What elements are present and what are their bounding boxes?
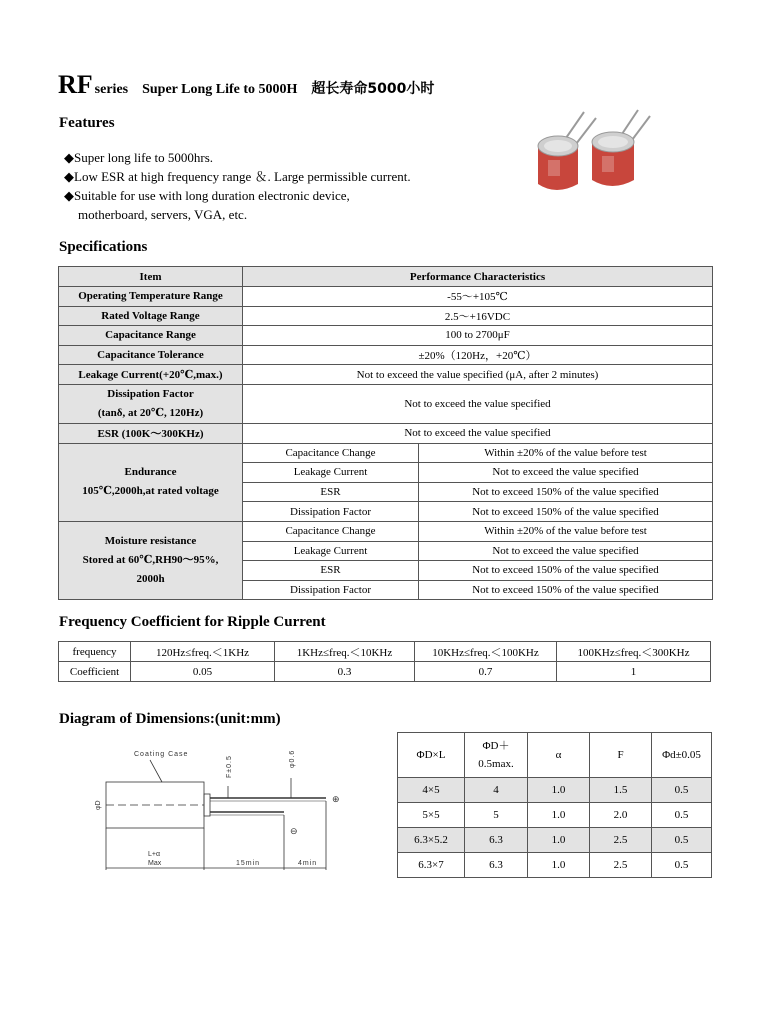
table-cell: 0.5	[652, 828, 712, 853]
moisture-value: Not to exceed 150% of the value specified	[419, 561, 713, 581]
table-row	[59, 521, 713, 541]
table-cell: 5	[465, 803, 528, 828]
spec-value: Not to exceed the value specified (μA, after 2 minutes)	[243, 365, 713, 385]
moisture-label	[59, 521, 243, 599]
table-cell: 0.5	[652, 778, 712, 803]
table-row	[398, 853, 712, 878]
spec-item: Operating Temperature Range	[59, 287, 243, 307]
table-cell: 0.5	[652, 803, 712, 828]
ripple-frequency: 120Hz≤freq.＜1KHz	[131, 642, 275, 662]
table-cell: 2.5	[590, 828, 652, 853]
ripple-coefficient: 0.05	[131, 662, 275, 682]
feature-item: ◆Low ESR at high frequency range ＆. Large permissible current.	[64, 169, 411, 184]
endurance-value: Within ±20% of the value before test	[419, 443, 713, 463]
ripple-row-label: frequency	[59, 642, 131, 662]
table-row	[59, 365, 713, 385]
features-heading: Features	[59, 115, 115, 131]
page-title	[58, 70, 434, 100]
moisture-value: Not to exceed the value specified	[419, 541, 713, 561]
table-header-row	[398, 733, 712, 778]
capacitor-left	[538, 112, 596, 190]
moisture-param: Capacitance Change	[243, 521, 419, 541]
moisture-condition: Stored at 60℃,RH90～95%,	[82, 554, 219, 567]
label-d06: φ0.6	[289, 749, 296, 768]
spec-item-line: Dissipation Factor	[107, 387, 194, 400]
label-length-max: Max	[148, 860, 162, 867]
endurance-label	[59, 443, 243, 521]
polarity-plus-mark: ⊕	[332, 794, 340, 804]
header-cell: ΦD×L	[398, 733, 465, 778]
dimensions-table	[397, 732, 712, 878]
label-coating-case: Coating Case	[134, 751, 189, 758]
spec-item	[59, 384, 243, 423]
header-item: Item	[59, 267, 243, 287]
ripple-frequency: 10KHz≤freq.＜100KHz	[415, 642, 557, 662]
table-cell: 6.3×7	[398, 853, 465, 878]
table-cell: 1.5	[590, 778, 652, 803]
series-code: RF	[58, 70, 93, 99]
table-cell: 6.3	[465, 828, 528, 853]
endurance-condition: 105℃,2000h,at rated voltage	[82, 485, 219, 498]
spec-item-line: (tanδ, at 20℃, 120Hz)	[97, 406, 204, 419]
spec-item: Capacitance Tolerance	[59, 345, 243, 365]
spec-value: Not to exceed the value specified	[243, 423, 713, 443]
feature-item: ◆Super long life to 5000hrs.	[64, 150, 214, 165]
specifications-heading: Specifications	[59, 239, 148, 255]
label-lead-tip: 4min	[298, 860, 318, 867]
endurance-value: Not to exceed 150% of the value specified	[419, 502, 713, 522]
spec-item: Rated Voltage Range	[59, 306, 243, 326]
capacitor-photo	[530, 108, 658, 200]
dimension-drawing	[88, 742, 358, 876]
endurance-value: Not to exceed 150% of the value specified	[419, 482, 713, 502]
moisture-param: Leakage Current	[243, 541, 419, 561]
spec-item: Capacitance Range	[59, 326, 243, 346]
table-cell: 5×5	[398, 803, 465, 828]
table-row	[59, 306, 713, 326]
spec-value: -55～+105℃	[243, 287, 713, 307]
series-label: series	[94, 82, 129, 97]
table-cell: 4	[465, 778, 528, 803]
label-phi-d: φD	[95, 800, 102, 810]
endurance-param: Capacitance Change	[243, 443, 419, 463]
ripple-coefficient: 1	[557, 662, 711, 682]
table-row	[398, 778, 712, 803]
feature-item: ◆Suitable for use with long duration electronic device,	[64, 188, 350, 203]
table-cell: 2.0	[590, 803, 652, 828]
table-row	[59, 662, 711, 682]
moisture-value: Not to exceed 150% of the value specified	[419, 580, 713, 600]
spec-value: ±20%（120Hz，+20℃）	[243, 345, 713, 365]
ripple-frequency: 100KHz≤freq.＜300KHz	[557, 642, 711, 662]
dimensions-heading: Diagram of Dimensions:(unit:mm)	[59, 711, 281, 727]
table-cell: 2.5	[590, 853, 652, 878]
coating-leader	[150, 760, 162, 782]
spec-item: ESR (100K～300KHz)	[59, 423, 243, 443]
header-cell: α	[528, 733, 590, 778]
label-lead-min: 15min	[236, 860, 261, 867]
table-row	[398, 828, 712, 853]
header-cell	[465, 733, 528, 778]
spec-item: Leakage Current(+20℃,max.)	[59, 365, 243, 385]
table-row	[59, 326, 713, 346]
header-cell: Φd±0.05	[652, 733, 712, 778]
table-row	[59, 443, 713, 463]
ripple-heading: Frequency Coefficient for Ripple Current	[59, 614, 326, 630]
header-performance: Performance Characteristics	[243, 267, 713, 287]
ripple-row-label: Coefficient	[59, 662, 131, 682]
table-cell: 6.3×5.2	[398, 828, 465, 853]
table-cell: 1.0	[528, 828, 590, 853]
spec-value: 2.5～+16VDC	[243, 306, 713, 326]
header-cell: F	[590, 733, 652, 778]
moisture-param: ESR	[243, 561, 419, 581]
polarity-minus-mark: ⊖	[290, 826, 298, 836]
table-header-row	[59, 267, 713, 287]
table-cell: 6.3	[465, 853, 528, 878]
table-row	[59, 287, 713, 307]
series-description: Super Long Life to 5000H	[142, 82, 298, 97]
endurance-param: Dissipation Factor	[243, 502, 419, 522]
header-line: ΦD＋	[482, 740, 510, 752]
endurance-title: Endurance	[124, 466, 177, 479]
spec-value: Not to exceed the value specified	[243, 384, 713, 423]
label-f: F±0.5	[226, 755, 233, 778]
table-cell: 0.5	[652, 853, 712, 878]
table-row	[59, 642, 711, 662]
table-row	[59, 384, 713, 423]
moisture-duration: 2000h	[136, 573, 165, 586]
series-description-chinese: 超长寿命5000小时	[311, 81, 435, 97]
moisture-title: Moisture resistance	[104, 535, 197, 548]
table-cell: 1.0	[528, 853, 590, 878]
table-row	[59, 423, 713, 443]
lead-shoulder	[204, 794, 210, 816]
moisture-value: Within ±20% of the value before test	[419, 521, 713, 541]
spec-value: 100 to 2700μF	[243, 326, 713, 346]
table-row	[59, 345, 713, 365]
ripple-table	[58, 641, 711, 682]
endurance-param: Leakage Current	[243, 463, 419, 483]
table-cell: 4×5	[398, 778, 465, 803]
ripple-coefficient: 0.3	[275, 662, 415, 682]
table-row	[398, 803, 712, 828]
table-cell: 1.0	[528, 803, 590, 828]
table-cell: 1.0	[528, 778, 590, 803]
capacitor-right	[592, 110, 650, 186]
label-length: L+α	[148, 851, 161, 858]
ripple-coefficient: 0.7	[415, 662, 557, 682]
endurance-value: Not to exceed the value specified	[419, 463, 713, 483]
header-line: 0.5max.	[478, 758, 514, 770]
features-list	[64, 148, 411, 224]
moisture-param: Dissipation Factor	[243, 580, 419, 600]
ripple-frequency: 1KHz≤freq.＜10KHz	[275, 642, 415, 662]
endurance-param: ESR	[243, 482, 419, 502]
specifications-table	[58, 266, 713, 600]
feature-item: motherboard, servers, VGA, etc.	[78, 207, 248, 222]
